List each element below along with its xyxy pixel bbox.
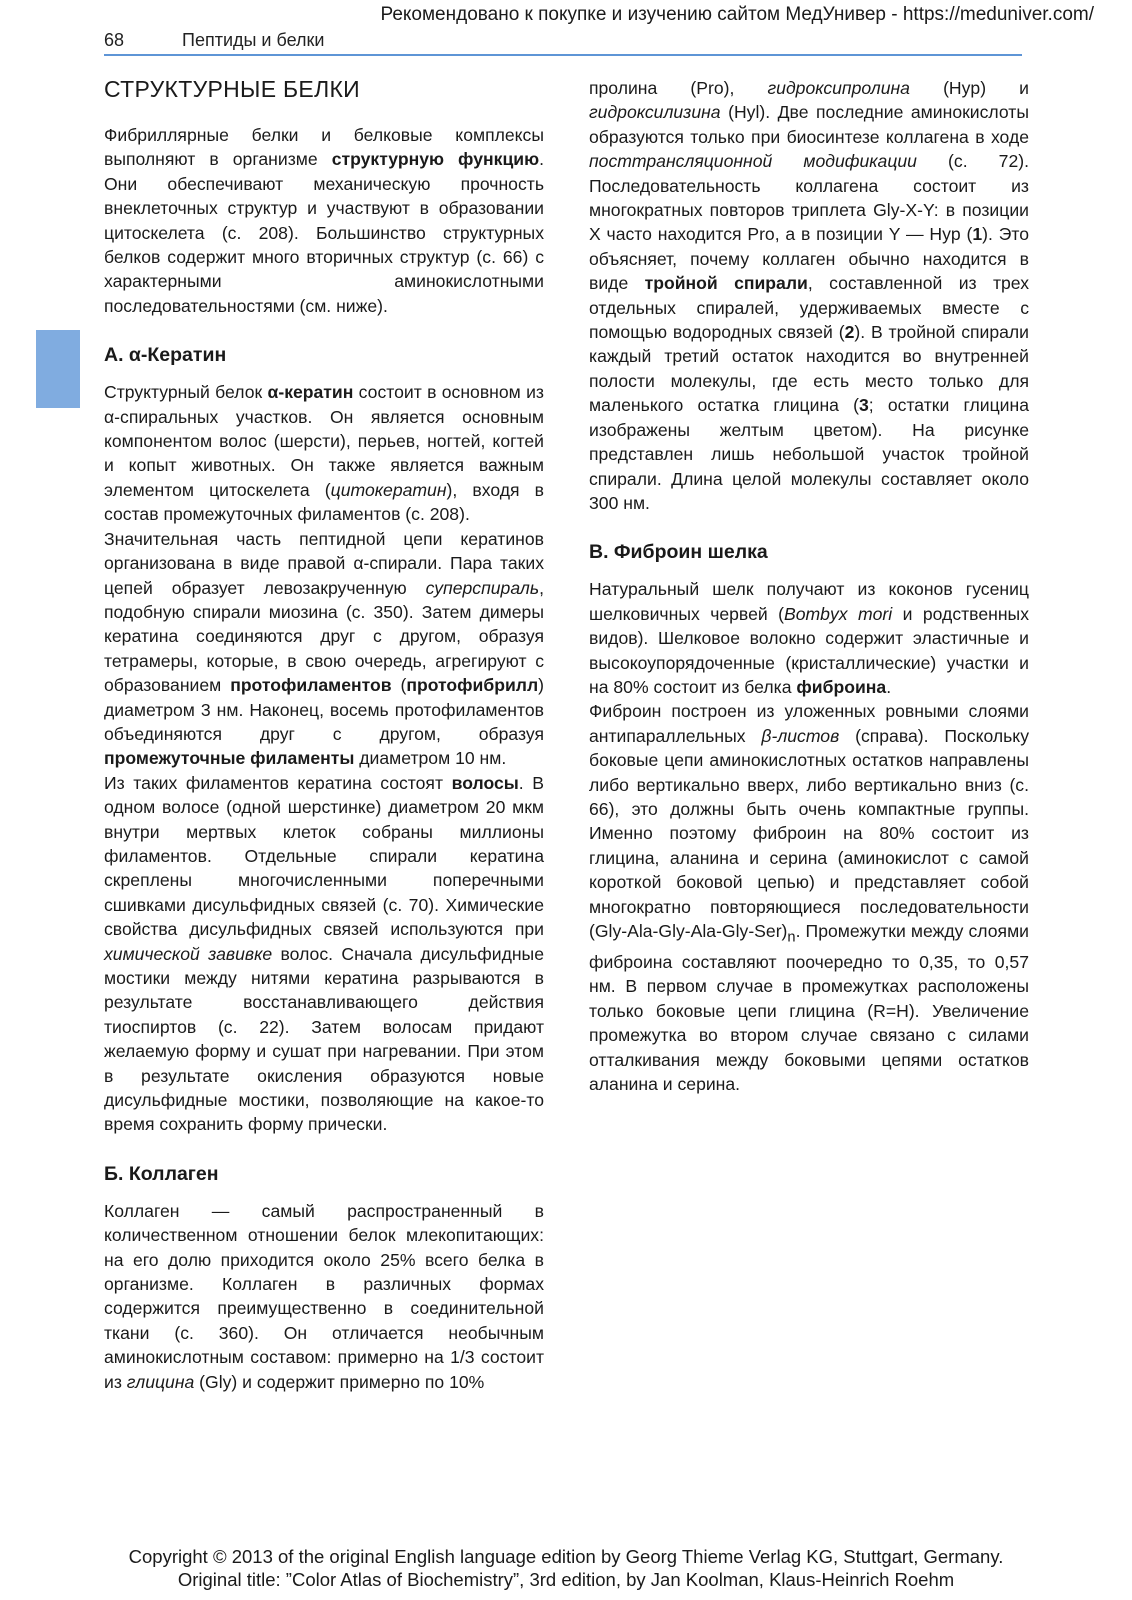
figure-ref: 3 xyxy=(859,395,869,416)
header-rule xyxy=(104,54,1022,56)
collagen-paragraph-1 xyxy=(104,1199,544,1394)
text: ). Это объясняет, почему коллаген обычно находится в виде xyxy=(589,224,1029,294)
heading-fibroin: В. Фиброин шелка xyxy=(589,541,768,564)
text: . Они обеспечивают механическую прочность внеклеточных структур и участвуют в образовании цитоскелета (с. 208). Большинство структурных белков содержит много вторичных структур (с. 66) с характерными аминокислотными последовательностями (см. ниже). xyxy=(104,149,544,316)
italic-term: Bombyx mori xyxy=(783,603,893,624)
italic-term: β-листов xyxy=(761,725,840,746)
italic-term: цитокератин xyxy=(330,479,447,500)
text: ( xyxy=(391,675,407,696)
text: Натуральный шелк получают из коконов гусениц шелковичных червей ( xyxy=(589,579,1029,624)
figure-ref: 2 xyxy=(844,322,855,343)
bold-term: волосы xyxy=(451,772,519,793)
section-title: СТРУКТУРНЫЕ БЕЛКИ xyxy=(104,76,360,102)
bold-term: протофиламентов xyxy=(230,675,392,696)
fibroin-paragraph-2 xyxy=(589,699,1029,1096)
text: , составленной из трех отдельных спиралей, удерживаемых вместе с помощью водородных связей ( xyxy=(589,273,1029,343)
text: волос. Сначала дисульфидные мостики между нитями кератина разрываются в результате восстанавливающего действия тиоспиртов (с. 22). Затем волосам придают желаемую форму и сушат при нагревании. При этом в результате окисления образуются новые дисульфидные мостики, позволяющие на какое-то время сохранить форму прически. xyxy=(104,943,544,1135)
heading-collagen: Б. Коллаген xyxy=(104,1162,219,1185)
italic-term: посттрансляционной модификации xyxy=(589,151,917,172)
fibroin-paragraph-1 xyxy=(589,577,1029,699)
italic-term: суперспираль xyxy=(425,577,540,598)
italic-term: химической завивке xyxy=(104,943,273,964)
text: (Hyp) и xyxy=(909,78,1029,98)
footer-original-title: Original title: ”Color Atlas of Biochemistry”, 3rd edition, by Jan Koolman, Klaus-Heinrich Roehm xyxy=(177,1569,955,1590)
running-title: Пептиды и белки xyxy=(182,30,325,50)
italic-term: глицина xyxy=(126,1371,195,1392)
left-column xyxy=(104,76,544,1394)
text: (Hyl). Две последние аминокислоты образуются только при биосинтезе коллагена в ходе xyxy=(589,102,1029,147)
page-number: 68 xyxy=(104,30,125,50)
text: пролина (Pro), xyxy=(589,78,768,98)
bold-term: фиброина xyxy=(796,676,887,697)
text: (с. 72). Последовательность коллагена состоит из многократных повторов триплета Gly-X-Y: в позиции X часто находится Pro, а в позиции Y — Hyp ( xyxy=(589,151,1030,245)
text: ). В тройной спирали каждый третий остаток находится во внутренней полости молекулы, где есть место только для маленького остатка глицина ( xyxy=(589,322,1030,416)
italic-term: гидроксилизина xyxy=(589,102,721,123)
text: ), входя в состав промежуточных филаментов (с. 208). xyxy=(104,479,544,525)
bold-term: структурную функцию xyxy=(331,149,540,170)
keratin-paragraph-2 xyxy=(104,527,544,771)
keratin-paragraph-1 xyxy=(104,380,544,526)
figure-ref: 1 xyxy=(972,224,983,245)
text: (Gly) и содержит примерно по 10% xyxy=(194,1371,485,1392)
bold-term: тройной спирали xyxy=(644,273,808,294)
text: Структурный белок xyxy=(104,382,268,403)
heading-keratin: А. α-Кератин xyxy=(104,344,227,367)
text: Фиброин построен из уложенных ровными слоями антипараллельных xyxy=(589,701,1029,746)
text: (справа). Поскольку боковые цепи аминокислотных остатков направлены либо вертикально вверх, либо вертикально вниз (с. 66), это должны быть очень компактные группы. Именно поэтому фиброин на 80% состоит из глицина, аланина и серина (аминокислот с самой короткой боковой цепью) и представляет собой многократно повторяющиеся последовательности (Gly-Ala-Gly-Ala-Gly-Ser) xyxy=(589,725,1029,941)
text: ) диаметром 3 нм. Наконец, восемь протофиламентов объединяются друг с другом, образуя xyxy=(104,675,545,744)
text: ; остатки глицина изображены желтым цветом). На рисунке представлен лишь небольшой участок тройной спирали. Длина целой молекулы составляет около 300 нм. xyxy=(589,395,1029,513)
bold-term: промежуточные филаменты xyxy=(104,748,355,769)
text: диаметром 10 нм. xyxy=(354,748,507,769)
text: . Промежутки между слоями фиброина составляют поочередно то 0,35, то 0,57 нм. В первом случае в промежутках расположены только боковые цепи глицина (R=H). Увеличение промежутка во втором случае связано с силами отталкивания между боковыми цепями остатков аланина и серина. xyxy=(589,921,1029,1094)
text: и родственных видов). Шелковое волокно содержит эластичные и высокоупорядоченные (кристаллические) участки и на 80% состоит из белка xyxy=(589,603,1029,697)
collagen-paragraph-continued xyxy=(589,76,1029,515)
text: Фибриллярные белки и белковые комплексы выполняют в организме xyxy=(104,125,544,170)
text: , подобную спирали миозина (с. 350). Затем димеры кератина соединяются друг с другом, образуя тетрамеры, которые, в свою очередь, агрегируют с образованием xyxy=(104,577,544,696)
chapter-tab-marker xyxy=(36,330,80,408)
bold-term: протофибрилл xyxy=(406,675,539,696)
site-banner: Рекомендовано к покупке и изучению сайтом МедУнивер - https://meduniver.com/ xyxy=(380,4,1094,25)
text: . xyxy=(886,676,892,697)
bold-term: α-кератин xyxy=(267,382,354,403)
text: Из таких филаментов кератина состоят xyxy=(104,772,452,793)
right-column xyxy=(589,76,1029,1096)
italic-term: гидроксипролина xyxy=(767,78,910,98)
subscript: n xyxy=(787,929,796,946)
text: . В одном волосе (одной шерстинке) диаметром 20 мкм внутри мертвых клеток собраны миллионы филаментов. Отдельные спирали кератина скреплены многочисленными поперечными сшивками дисульфидных связей (с. 70). Химические свойства дисульфидных связей используются при xyxy=(104,772,544,940)
text: состоит в основном из α-спиральных участков. Он является основным компонентом волос (шерсти), перьев, ногтей, когтей и копыт животных. Он также является важным элементом цитоскелета ( xyxy=(104,382,544,500)
text: Значительная часть пептидной цепи кератинов организована в виде правой α-спирали. Пара таких цепей образует левозакрученную xyxy=(104,528,544,598)
keratin-paragraph-3 xyxy=(104,771,544,1137)
footer-copyright: Copyright © 2013 of the original English language edition by Georg Thieme Verlag KG, Stuttgart, Germany. xyxy=(128,1546,1004,1567)
intro-paragraph xyxy=(104,123,544,318)
text: Коллаген — самый распространенный в количественном отношении белок млекопитающих: на его долю приходится около 25% всего белка в организме. Коллаген в различных формах содержится преимущественно в соединительной ткани (с. 360). Он отличается необычным аминокислотным составом: примерно на 1/3 состоит из xyxy=(104,1200,544,1392)
